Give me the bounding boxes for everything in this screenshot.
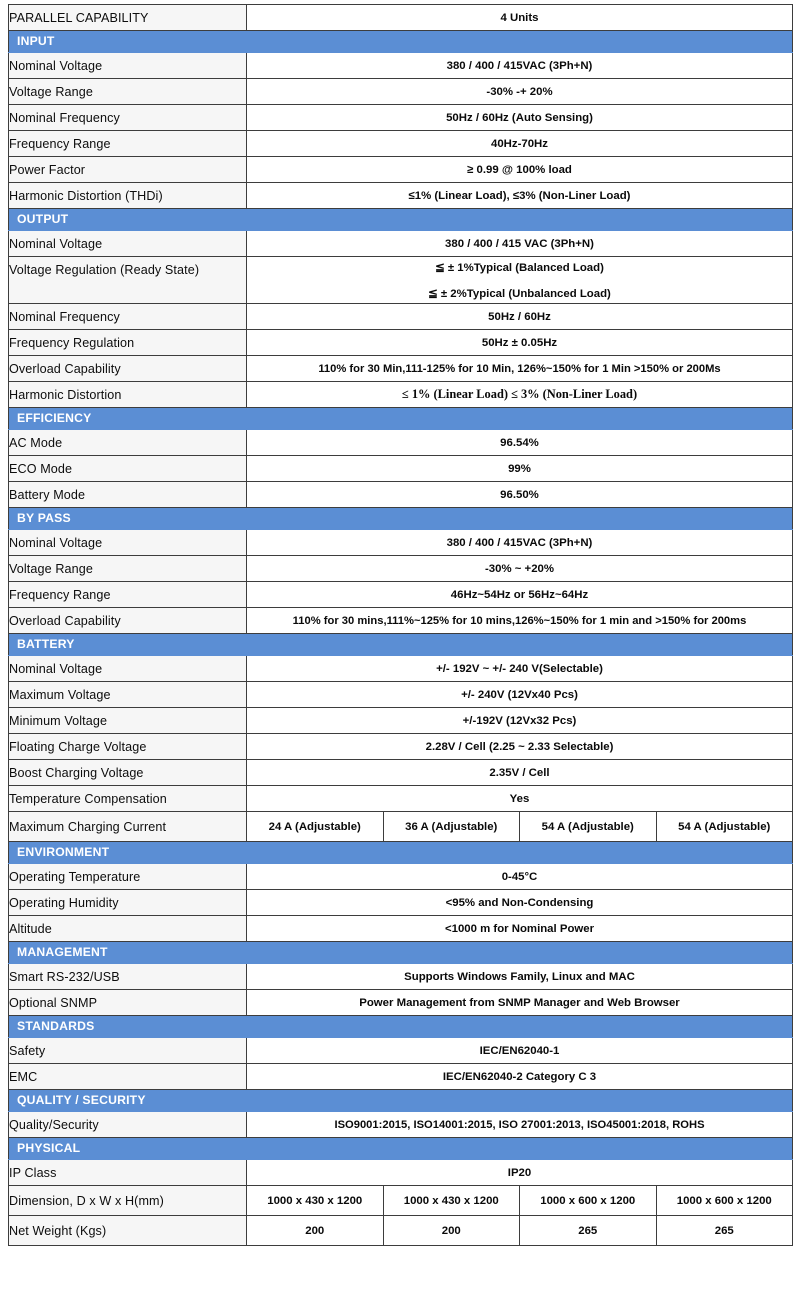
model-value-3: 1000 x 600 x 1200 [520,1186,657,1216]
table-row [9,157,793,183]
row-label: AC Mode [9,430,247,456]
row-label: Safety [9,1038,247,1064]
row-label: Voltage Range [9,556,247,582]
table-row [9,1038,793,1064]
table-body [9,5,793,31]
row-label: Floating Charge Voltage [9,734,247,760]
row-label: Nominal Voltage [9,231,247,257]
row-label: Frequency Range [9,582,247,608]
table-row [9,990,793,1016]
row-label: Net Weight (Kgs) [9,1216,247,1246]
model-value-2: 200 [383,1216,520,1246]
row-value: <1000 m for Nominal Power [247,916,793,942]
row-value: -30% ~ +20% [247,556,793,582]
table-row [9,1186,793,1216]
sections-body [9,31,793,1246]
row-value: 380 / 400 / 415 VAC (3Ph+N) [247,231,793,257]
row-label: EMC [9,1064,247,1090]
table-row [9,330,793,356]
table-row [9,556,793,582]
row-label: Voltage Range [9,79,247,105]
row-value: 4 Units [247,5,793,31]
row-label: Temperature Compensation [9,786,247,812]
table-row [9,482,793,508]
table-row [9,1112,793,1138]
row-value-line-1: ≦ ± 1%Typical (Balanced Load) [435,262,604,274]
row-label: PARALLEL CAPABILITY [9,5,247,31]
row-value [247,257,793,304]
section-heading-label: QUALITY / SECURITY [9,1090,793,1112]
section-header-efficiency [9,408,793,430]
row-label: Battery Mode [9,482,247,508]
section-header-by-pass [9,508,793,530]
row-label: Nominal Frequency [9,105,247,131]
table-row [9,456,793,482]
row-value: -30% -+ 20% [247,79,793,105]
row-label: Boost Charging Voltage [9,760,247,786]
row-value: 99% [247,456,793,482]
table-row [9,734,793,760]
table-row [9,304,793,330]
table-row [9,964,793,990]
table-row [9,382,793,408]
section-heading-label: MANAGEMENT [9,942,793,964]
row-value: 110% for 30 mins,111%~125% for 10 mins,126%~150% for 1 min and >150% for 200ms [247,608,793,634]
section-header-environment [9,842,793,864]
table-row [9,1160,793,1186]
row-label: Smart RS-232/USB [9,964,247,990]
row-label: Voltage Regulation (Ready State) [9,257,247,304]
section-heading-label: OUTPUT [9,209,793,231]
section-header-input [9,31,793,53]
table-row [9,864,793,890]
row-value: 50Hz / 60Hz (Auto Sensing) [247,105,793,131]
row-label: Quality/Security [9,1112,247,1138]
row-label: Maximum Voltage [9,682,247,708]
section-header-output [9,209,793,231]
row-value: 96.54% [247,430,793,456]
row-value: Power Management from SNMP Manager and Web Browser [247,990,793,1016]
section-heading-label: PHYSICAL [9,1138,793,1160]
section-heading-label: EFFICIENCY [9,408,793,430]
model-value-4: 54 A (Adjustable) [656,812,793,842]
section-header-battery [9,634,793,656]
row-label: Frequency Range [9,131,247,157]
row-value: +/- 240V (12Vx40 Pcs) [247,682,793,708]
section-heading-label: STANDARDS [9,1016,793,1038]
table-row [9,786,793,812]
section-heading-label: INPUT [9,31,793,53]
section-header-standards [9,1016,793,1038]
table-row [9,608,793,634]
table-row [9,812,793,842]
row-value: 2.35V / Cell [247,760,793,786]
row-value: 50Hz ± 0.05Hz [247,330,793,356]
row-label: Operating Humidity [9,890,247,916]
table-row [9,530,793,556]
table-row [9,582,793,608]
row-value: ≤1% (Linear Load), ≤3% (Non-Liner Load) [247,183,793,209]
row-value: 2.28V / Cell (2.25 ~ 2.33 Selectable) [247,734,793,760]
model-value-4: 265 [656,1216,793,1246]
row-value: IP20 [247,1160,793,1186]
table-row [9,231,793,257]
table-row [9,430,793,456]
row-label: Nominal Voltage [9,53,247,79]
row-label: Power Factor [9,157,247,183]
table-row [9,53,793,79]
table-row [9,1216,793,1246]
row-value: 380 / 400 / 415VAC (3Ph+N) [247,530,793,556]
row-label: Nominal Voltage [9,530,247,556]
row-value: 46Hz~54Hz or 56Hz~64Hz [247,582,793,608]
row-value: ≤ 1% (Linear Load) ≤ 3% (Non-Liner Load) [247,382,793,408]
row-value: 96.50% [247,482,793,508]
row-value: +/-192V (12Vx32 Pcs) [247,708,793,734]
table-row [9,708,793,734]
ups-specification-table [8,4,793,1246]
row-value: 50Hz / 60Hz [247,304,793,330]
model-value-4: 1000 x 600 x 1200 [656,1186,793,1216]
table-row [9,890,793,916]
table-row [9,760,793,786]
row-label: Nominal Voltage [9,656,247,682]
row-label: Harmonic Distortion [9,382,247,408]
table-row [9,656,793,682]
row-value: <95% and Non-Condensing [247,890,793,916]
section-header-quality-security [9,1090,793,1112]
row-label: Maximum Charging Current [9,812,247,842]
row-value: IEC/EN62040-1 [247,1038,793,1064]
row-value: 380 / 400 / 415VAC (3Ph+N) [247,53,793,79]
row-value: Yes [247,786,793,812]
section-heading-label: ENVIRONMENT [9,842,793,864]
table-row [9,5,793,31]
table-row [9,183,793,209]
section-header-management [9,942,793,964]
section-heading-label: BY PASS [9,508,793,530]
row-value: +/- 192V ~ +/- 240 V(Selectable) [247,656,793,682]
model-value-1: 24 A (Adjustable) [247,812,384,842]
row-value: IEC/EN62040-2 Category C 3 [247,1064,793,1090]
row-value-line-2: ≦ ± 2%Typical (Unbalanced Load) [428,288,611,300]
row-label: Optional SNMP [9,990,247,1016]
table-row [9,257,793,304]
model-value-1: 200 [247,1216,384,1246]
row-value: 40Hz-70Hz [247,131,793,157]
model-value-2: 36 A (Adjustable) [383,812,520,842]
row-label: Frequency Regulation [9,330,247,356]
row-label: IP Class [9,1160,247,1186]
model-value-3: 54 A (Adjustable) [520,812,657,842]
table-row [9,916,793,942]
row-label: Overload Capability [9,356,247,382]
section-heading-label: BATTERY [9,634,793,656]
row-label: Operating Temperature [9,864,247,890]
table-row [9,682,793,708]
row-label: ECO Mode [9,456,247,482]
row-value: ≥ 0.99 @ 100% load [247,157,793,183]
row-value: 110% for 30 Min,111-125% for 10 Min, 126%~150% for 1 Min >150% or 200Ms [247,356,793,382]
table-row [9,356,793,382]
table-row [9,1064,793,1090]
model-value-3: 265 [520,1216,657,1246]
row-value: 0-45°C [247,864,793,890]
model-value-1: 1000 x 430 x 1200 [247,1186,384,1216]
row-label: Dimension, D x W x H(mm) [9,1186,247,1216]
row-value: Supports Windows Family, Linux and MAC [247,964,793,990]
model-value-2: 1000 x 430 x 1200 [383,1186,520,1216]
row-value: ISO9001:2015, ISO14001:2015, ISO 27001:2013, ISO45001:2018, ROHS [247,1112,793,1138]
table-row [9,105,793,131]
section-header-physical [9,1138,793,1160]
row-label: Harmonic Distortion (THDi) [9,183,247,209]
row-label: Altitude [9,916,247,942]
table-row [9,131,793,157]
row-label: Minimum Voltage [9,708,247,734]
table-row [9,79,793,105]
row-label: Overload Capability [9,608,247,634]
row-label: Nominal Frequency [9,304,247,330]
